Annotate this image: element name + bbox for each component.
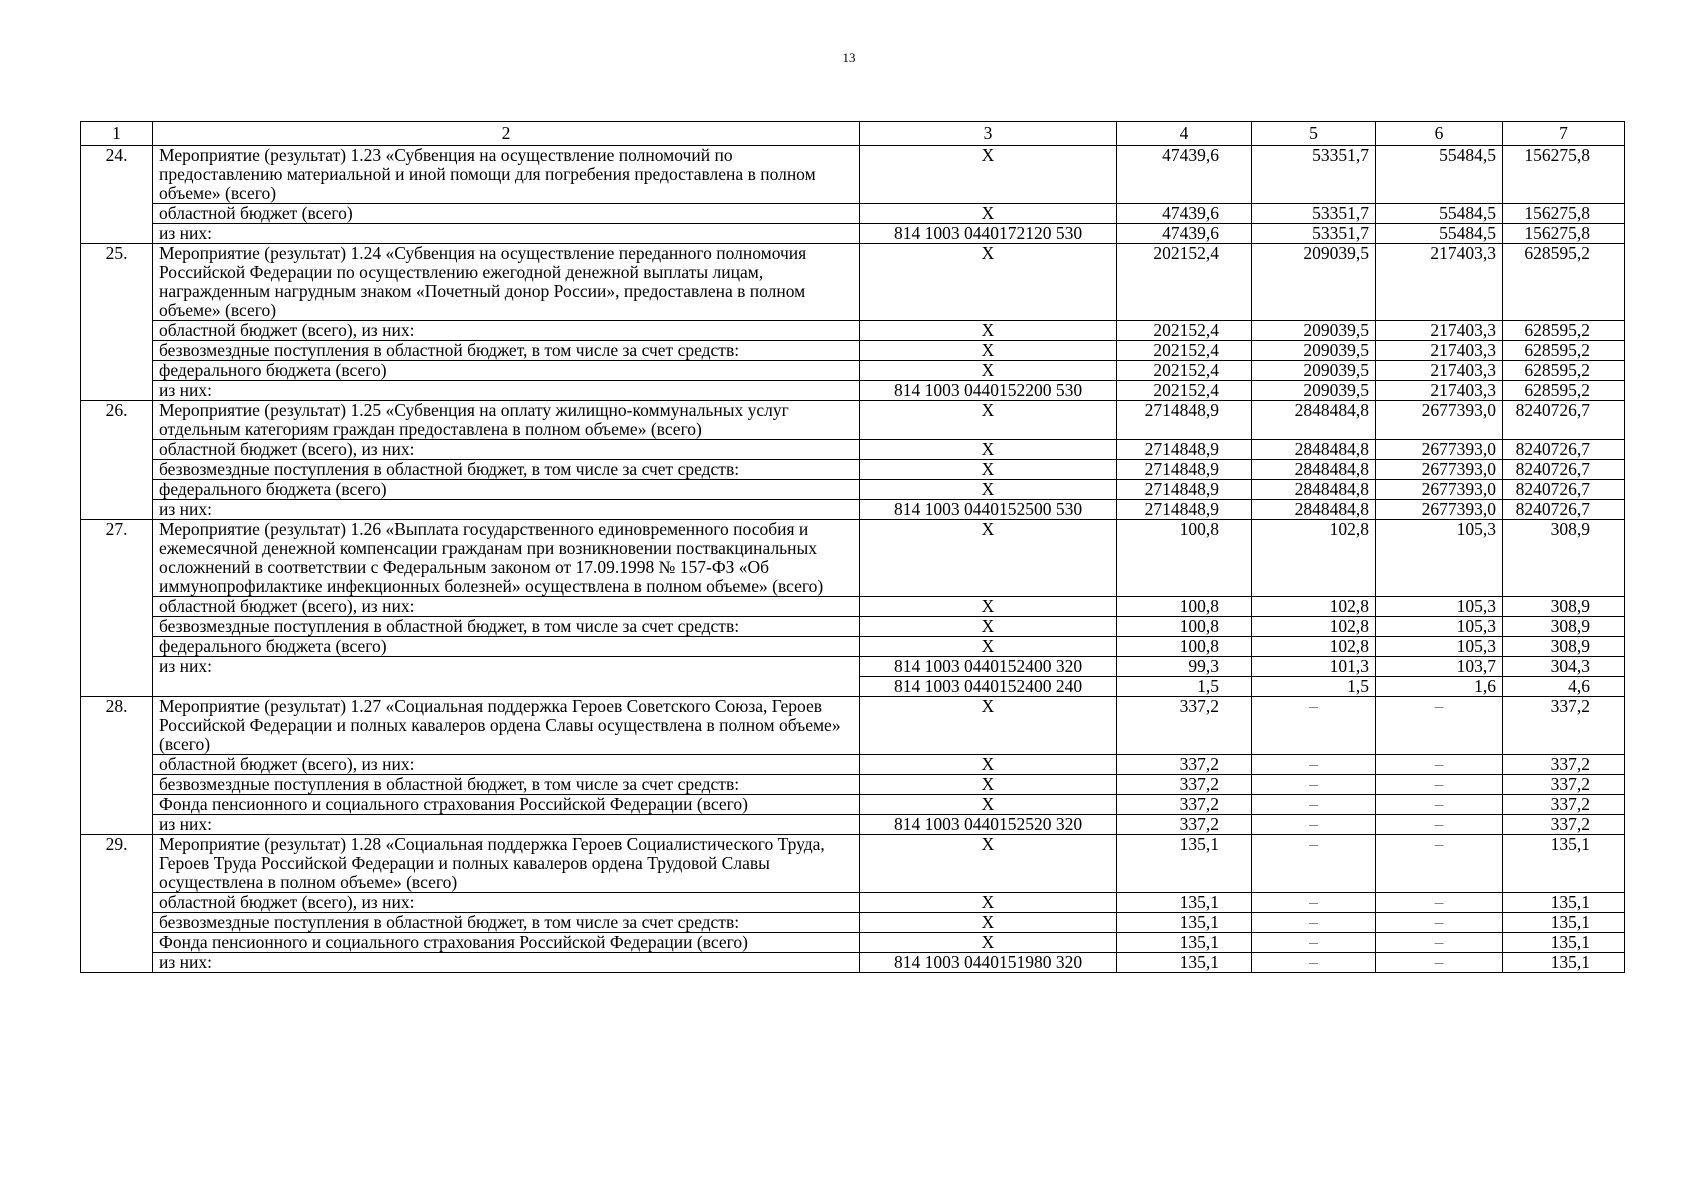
row-number-cell: 28.	[81, 697, 153, 835]
value-cell-col7: 308,9	[1503, 617, 1625, 637]
row-label-cell: областной бюджет (всего), из них:	[153, 755, 860, 775]
budget-code-cell: 814 1003 0440152200 530	[860, 381, 1117, 401]
value-cell-col5: –	[1252, 815, 1376, 835]
activity-row	[81, 835, 1625, 893]
row-label-cell: областной бюджет (всего), из них:	[153, 440, 860, 460]
value-cell-col6: –	[1376, 893, 1503, 913]
value-cell-col5: 2848484,8	[1252, 460, 1376, 480]
table-row	[81, 480, 1625, 500]
table-row	[81, 361, 1625, 381]
table-row	[81, 341, 1625, 361]
row-number-cell: 24.	[81, 146, 153, 244]
value-cell-col7: 308,9	[1503, 597, 1625, 617]
table-row	[81, 755, 1625, 775]
budget-code-cell: Х	[860, 637, 1117, 657]
value-cell-col5: 53351,7	[1252, 146, 1376, 204]
value-cell-col4: 2714848,9	[1117, 460, 1252, 480]
header-cell-4: 4	[1117, 122, 1252, 146]
value-cell-col5: –	[1252, 795, 1376, 815]
value-cell-col5: 53351,7	[1252, 224, 1376, 244]
value-cell-col5: –	[1252, 893, 1376, 913]
value-cell-col7: 135,1	[1503, 893, 1625, 913]
row-label-cell: областной бюджет (всего), из них:	[153, 321, 860, 341]
value-cell-col5: –	[1252, 775, 1376, 795]
value-cell-col6: 217403,3	[1376, 361, 1503, 381]
row-number-cell: 27.	[81, 520, 153, 697]
budget-code-cell: Х	[860, 440, 1117, 460]
value-cell-col6: –	[1376, 755, 1503, 775]
header-cell-1: 1	[81, 122, 153, 146]
table-body	[81, 146, 1625, 973]
value-cell-col6: 103,7	[1376, 657, 1503, 677]
value-cell-col7: 8240726,7	[1503, 480, 1625, 500]
value-cell-col7: 156275,8	[1503, 204, 1625, 224]
header-cell-2: 2	[153, 122, 860, 146]
row-label-cell: областной бюджет (всего)	[153, 204, 860, 224]
header-cell-7: 7	[1503, 122, 1625, 146]
budget-code-cell: Х	[860, 146, 1117, 204]
row-number-cell: 26.	[81, 401, 153, 520]
row-label-cell: Фонда пенсионного и социального страхования Российской Федерации (всего)	[153, 933, 860, 953]
value-cell-col5: 53351,7	[1252, 204, 1376, 224]
row-label-cell: Фонда пенсионного и социального страхования Российской Федерации (всего)	[153, 795, 860, 815]
page-number: 13	[842, 50, 856, 65]
row-number-cell: 25.	[81, 244, 153, 401]
value-cell-col6: –	[1376, 815, 1503, 835]
value-cell-col7: 156275,8	[1503, 146, 1625, 204]
table-row	[81, 913, 1625, 933]
value-cell-col4: 337,2	[1117, 795, 1252, 815]
value-cell-col7: 135,1	[1503, 933, 1625, 953]
value-cell-col4: 100,8	[1117, 617, 1252, 637]
budget-code-cell: Х	[860, 341, 1117, 361]
header-row	[81, 122, 1625, 146]
row-label-cell: безвозмездные поступления в областной бюджет, в том числе за счет средств:	[153, 913, 860, 933]
value-cell-col4: 202152,4	[1117, 361, 1252, 381]
value-cell-col4: 135,1	[1117, 933, 1252, 953]
value-cell-col7: 4,6	[1503, 677, 1625, 697]
table-row	[81, 617, 1625, 637]
value-cell-col6: –	[1376, 795, 1503, 815]
value-cell-col4: 99,3	[1117, 657, 1252, 677]
table-row	[81, 224, 1625, 244]
value-cell-col4: 100,8	[1117, 520, 1252, 597]
value-cell-col7: 135,1	[1503, 835, 1625, 893]
row-label-cell: из них:	[153, 953, 860, 973]
value-cell-col5: 2848484,8	[1252, 440, 1376, 460]
row-label-cell: безвозмездные поступления в областной бюджет, в том числе за счет средств:	[153, 341, 860, 361]
value-cell-col6: 105,3	[1376, 520, 1503, 597]
budget-code-cell: Х	[860, 755, 1117, 775]
row-label-cell: из них:	[153, 815, 860, 835]
value-cell-col4: 47439,6	[1117, 204, 1252, 224]
budget-code-cell: 814 1003 0440152520 320	[860, 815, 1117, 835]
value-cell-col7: 337,2	[1503, 697, 1625, 755]
value-cell-col4: 202152,4	[1117, 244, 1252, 321]
value-cell-col6: 2677393,0	[1376, 401, 1503, 440]
value-cell-col6: 105,3	[1376, 597, 1503, 617]
value-cell-col5: 1,5	[1252, 677, 1376, 697]
value-cell-col6: 217403,3	[1376, 341, 1503, 361]
budget-code-cell: Х	[860, 933, 1117, 953]
row-label-cell: областной бюджет (всего), из них:	[153, 893, 860, 913]
value-cell-col7: 337,2	[1503, 755, 1625, 775]
table-row	[81, 815, 1625, 835]
value-cell-col7: 337,2	[1503, 795, 1625, 815]
value-cell-col6: 2677393,0	[1376, 440, 1503, 460]
table-row	[81, 775, 1625, 795]
value-cell-col6: 217403,3	[1376, 381, 1503, 401]
budget-code-cell: Х	[860, 913, 1117, 933]
activity-row	[81, 146, 1625, 204]
budget-code-cell: 814 1003 0440152500 530	[860, 500, 1117, 520]
value-cell-col6: 217403,3	[1376, 244, 1503, 321]
budget-table	[80, 121, 1625, 973]
row-label-cell: из них:	[153, 500, 860, 520]
value-cell-col6: 2677393,0	[1376, 460, 1503, 480]
value-cell-col7: 628595,2	[1503, 361, 1625, 381]
row-label-cell: областной бюджет (всего), из них:	[153, 597, 860, 617]
activity-row	[81, 244, 1625, 321]
table-row	[81, 933, 1625, 953]
value-cell-col6: 105,3	[1376, 617, 1503, 637]
value-cell-col7: 337,2	[1503, 815, 1625, 835]
value-cell-col5: –	[1252, 933, 1376, 953]
row-label-cell: федерального бюджета (всего)	[153, 637, 860, 657]
value-cell-col7: 308,9	[1503, 520, 1625, 597]
value-cell-col5: 102,8	[1252, 637, 1376, 657]
value-cell-col4: 202152,4	[1117, 321, 1252, 341]
activity-title-cell: Мероприятие (результат) 1.24 «Субвенция на осуществление переданного полномочия Российской Федерации по осуществлению ежегодной денежной выплаты лицам, награжденным нагрудным знаком «Почетный донор России», предоставлена в полном объеме» (всего)	[153, 244, 860, 321]
value-cell-col4: 202152,4	[1117, 341, 1252, 361]
value-cell-col6: 2677393,0	[1376, 500, 1503, 520]
value-cell-col4: 337,2	[1117, 697, 1252, 755]
table-row	[81, 204, 1625, 224]
budget-code-cell: Х	[860, 520, 1117, 597]
value-cell-col7: 304,3	[1503, 657, 1625, 677]
value-cell-col7: 628595,2	[1503, 381, 1625, 401]
value-cell-col6: –	[1376, 697, 1503, 755]
budget-code-cell: Х	[860, 597, 1117, 617]
value-cell-col6: 55484,5	[1376, 146, 1503, 204]
budget-code-cell: Х	[860, 401, 1117, 440]
budget-code-cell: Х	[860, 321, 1117, 341]
budget-code-cell: 814 1003 0440152400 320	[860, 657, 1117, 677]
table-header	[81, 122, 1625, 146]
table-row	[81, 321, 1625, 341]
row-label-cell: федерального бюджета (всего)	[153, 480, 860, 500]
value-cell-col6: 1,6	[1376, 677, 1503, 697]
value-cell-col5: 209039,5	[1252, 321, 1376, 341]
value-cell-col4: 337,2	[1117, 815, 1252, 835]
value-cell-col6: –	[1376, 913, 1503, 933]
value-cell-col6: –	[1376, 775, 1503, 795]
header-cell-3: 3	[860, 122, 1117, 146]
value-cell-col5: 102,8	[1252, 617, 1376, 637]
value-cell-col4: 135,1	[1117, 893, 1252, 913]
row-number-cell: 29.	[81, 835, 153, 973]
header-cell-6: 6	[1376, 122, 1503, 146]
budget-code-cell: Х	[860, 204, 1117, 224]
budget-code-cell: Х	[860, 480, 1117, 500]
budget-code-cell: Х	[860, 893, 1117, 913]
value-cell-col7: 156275,8	[1503, 224, 1625, 244]
header-cell-5: 5	[1252, 122, 1376, 146]
budget-code-cell: Х	[860, 617, 1117, 637]
value-cell-col4: 2714848,9	[1117, 480, 1252, 500]
value-cell-col5: –	[1252, 953, 1376, 973]
activity-title-cell: Мероприятие (результат) 1.26 «Выплата государственного единовременного пособия и ежемесячной денежной компенсации гражданам при возникновении поствакцинальных осложнений в соответствии с Федеральным законом от 17.09.1998 № 157-ФЗ «Об иммунопрофилактике инфекционных болезней» осуществлена в полном объеме» (всего)	[153, 520, 860, 597]
value-cell-col7: 135,1	[1503, 953, 1625, 973]
value-cell-col4: 135,1	[1117, 953, 1252, 973]
value-cell-col4: 135,1	[1117, 913, 1252, 933]
value-cell-col6: 55484,5	[1376, 204, 1503, 224]
activity-title-cell: Мероприятие (результат) 1.23 «Субвенция на осуществление полномочий по предоставлению материальной и иной помощи для погребения предоставлена в полном объеме» (всего)	[153, 146, 860, 204]
table-row	[81, 381, 1625, 401]
value-cell-col5: 209039,5	[1252, 341, 1376, 361]
value-cell-col4: 202152,4	[1117, 381, 1252, 401]
budget-code-cell: Х	[860, 460, 1117, 480]
table-row	[81, 500, 1625, 520]
value-cell-col7: 8240726,7	[1503, 440, 1625, 460]
value-cell-col5: –	[1252, 913, 1376, 933]
value-cell-col5: 102,8	[1252, 520, 1376, 597]
row-label-cell: безвозмездные поступления в областной бюджет, в том числе за счет средств:	[153, 617, 860, 637]
value-cell-col4: 100,8	[1117, 637, 1252, 657]
value-cell-col7: 337,2	[1503, 775, 1625, 795]
budget-code-cell: Х	[860, 697, 1117, 755]
activity-title-cell: Мероприятие (результат) 1.27 «Социальная поддержка Героев Советского Союза, Героев Российской Федерации и полных кавалеров ордена Славы осуществлена в полном объеме» (всего)	[153, 697, 860, 755]
value-cell-col7: 628595,2	[1503, 244, 1625, 321]
table-row	[81, 637, 1625, 657]
value-cell-col6: 105,3	[1376, 637, 1503, 657]
value-cell-col5: 2848484,8	[1252, 401, 1376, 440]
budget-code-cell: Х	[860, 361, 1117, 381]
value-cell-col5: –	[1252, 835, 1376, 893]
value-cell-col5: 209039,5	[1252, 381, 1376, 401]
value-cell-col5: 101,3	[1252, 657, 1376, 677]
value-cell-col7: 135,1	[1503, 913, 1625, 933]
row-label-cell: из них:	[153, 657, 860, 697]
value-cell-col7: 8240726,7	[1503, 401, 1625, 440]
value-cell-col5: –	[1252, 697, 1376, 755]
budget-code-cell: 814 1003 0440151980 320	[860, 953, 1117, 973]
value-cell-col6: 217403,3	[1376, 321, 1503, 341]
activity-row	[81, 697, 1625, 755]
value-cell-col5: 209039,5	[1252, 244, 1376, 321]
value-cell-col5: 102,8	[1252, 597, 1376, 617]
budget-code-cell: Х	[860, 795, 1117, 815]
value-cell-col6: 55484,5	[1376, 224, 1503, 244]
value-cell-col4: 100,8	[1117, 597, 1252, 617]
value-cell-col4: 1,5	[1117, 677, 1252, 697]
value-cell-col7: 308,9	[1503, 637, 1625, 657]
value-cell-col5: 2848484,8	[1252, 500, 1376, 520]
value-cell-col6: –	[1376, 933, 1503, 953]
value-cell-col4: 2714848,9	[1117, 500, 1252, 520]
value-cell-col7: 628595,2	[1503, 341, 1625, 361]
value-cell-col4: 2714848,9	[1117, 401, 1252, 440]
table-row	[81, 657, 1625, 677]
table-row	[81, 795, 1625, 815]
activity-title-cell: Мероприятие (результат) 1.25 «Субвенция на оплату жилищно-коммунальных услуг отдельным категориям граждан предоставлена в полном объеме» (всего)	[153, 401, 860, 440]
budget-code-cell: Х	[860, 244, 1117, 321]
value-cell-col4: 337,2	[1117, 755, 1252, 775]
activity-row	[81, 520, 1625, 597]
value-cell-col6: –	[1376, 835, 1503, 893]
activity-title-cell: Мероприятие (результат) 1.28 «Социальная поддержка Героев Социалистического Труда, Героев Труда Российской Федерации и полных кавалеров ордена Трудовой Славы осуществлена в полном объеме» (всего)	[153, 835, 860, 893]
table-row	[81, 893, 1625, 913]
table-row	[81, 460, 1625, 480]
value-cell-col6: –	[1376, 953, 1503, 973]
row-label-cell: безвозмездные поступления в областной бюджет, в том числе за счет средств:	[153, 460, 860, 480]
value-cell-col4: 47439,6	[1117, 146, 1252, 204]
value-cell-col4: 337,2	[1117, 775, 1252, 795]
activity-row	[81, 401, 1625, 440]
row-label-cell: из них:	[153, 381, 860, 401]
value-cell-col7: 8240726,7	[1503, 500, 1625, 520]
table-row	[81, 597, 1625, 617]
row-label-cell: федерального бюджета (всего)	[153, 361, 860, 381]
value-cell-col4: 2714848,9	[1117, 440, 1252, 460]
value-cell-col7: 628595,2	[1503, 321, 1625, 341]
table-row	[81, 440, 1625, 460]
row-label-cell: безвозмездные поступления в областной бюджет, в том числе за счет средств:	[153, 775, 860, 795]
value-cell-col7: 8240726,7	[1503, 460, 1625, 480]
value-cell-col4: 135,1	[1117, 835, 1252, 893]
row-label-cell: из них:	[153, 224, 860, 244]
budget-code-cell: 814 1003 0440172120 530	[860, 224, 1117, 244]
table-row	[81, 953, 1625, 973]
value-cell-col5: 209039,5	[1252, 361, 1376, 381]
budget-code-cell: Х	[860, 775, 1117, 795]
budget-code-cell: Х	[860, 835, 1117, 893]
budget-code-cell: 814 1003 0440152400 240	[860, 677, 1117, 697]
value-cell-col4: 47439,6	[1117, 224, 1252, 244]
value-cell-col5: 2848484,8	[1252, 480, 1376, 500]
value-cell-col6: 2677393,0	[1376, 480, 1503, 500]
value-cell-col5: –	[1252, 755, 1376, 775]
